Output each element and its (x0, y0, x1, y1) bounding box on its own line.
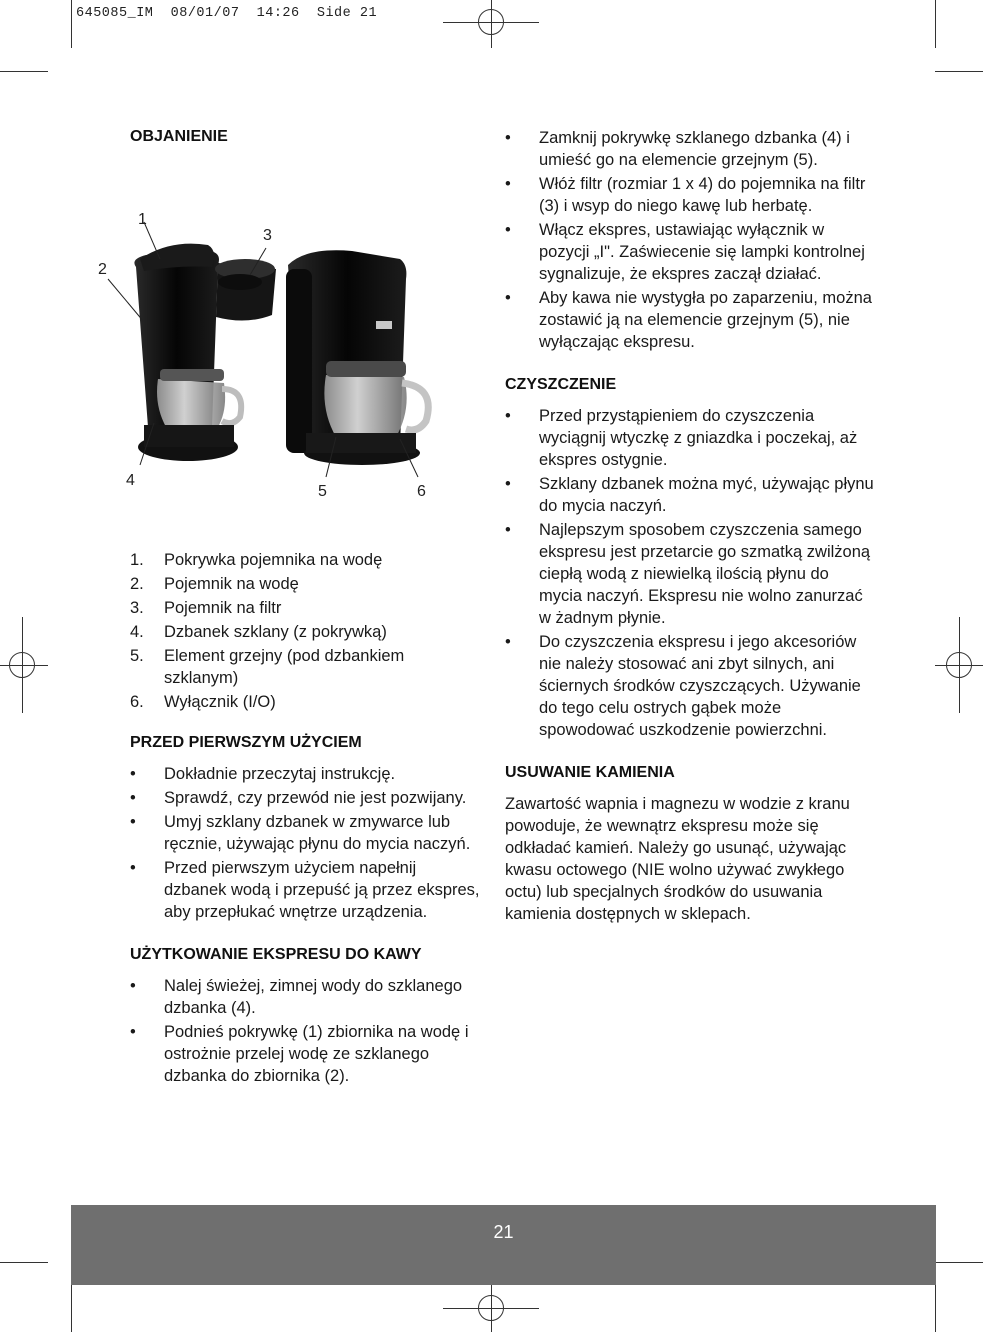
callout-4: 4 (126, 472, 135, 489)
list-item: • Sprawdź, czy przewód nie jest pozwijany. (130, 789, 467, 807)
crop-mark (935, 1284, 936, 1332)
usage-list-part2 (505, 127, 875, 353)
list-item: • Nalej świeżej, zimnej wody do szklanego dzbanka (4). (130, 977, 463, 1017)
parts-list-item: 4. Dzbanek szklany (z pokrywką) (130, 623, 387, 641)
list-item: • Zamknij pokrywkę szklanego dzbanka (4) i umieść go na elemencie grzejnym (5). (505, 129, 850, 169)
list-item: • Umyj szklany dzbanek w zmywarce lub ręcznie, używając płynu do mycia naczyń. (130, 813, 471, 853)
crop-mark (935, 0, 936, 48)
list-item: • Włącz ekspres, ustawiając wyłącznik w pozycji „I". Zaświecenie się lampki kontrolnej sygnalizuje, że ekspres zaczął działać. (505, 221, 865, 283)
cleaning-list (505, 405, 875, 741)
callout-2: 2 (98, 261, 107, 278)
section-heading-cleaning: CZYSZCZENIE (505, 376, 617, 393)
right-column (505, 127, 875, 925)
crop-mark (0, 1262, 48, 1263)
list-item: • Aby kawa nie wystygła po zaparzeniu, można zostawić ją na elemencie grzejnym (5), nie wyłączając ekspresu. (505, 289, 872, 351)
parts-list (130, 549, 480, 713)
footer-band (71, 1205, 936, 1285)
print-header: 645085_IM 08/01/07 14:26 Side 21 (76, 6, 378, 21)
list-item: • Szklany dzbanek można myć, używając płynu do mycia naczyń. (505, 475, 874, 515)
list-item: • Włóż filtr (rozmiar 1 x 4) do pojemnika na filtr (3) i wsyp do niego kawę lub herbatę. (505, 175, 866, 215)
parts-list-item: 1. Pokrywka pojemnika na wodę (130, 551, 383, 569)
registration-mark (9, 652, 35, 678)
list-item: • Podnieś pokrywkę (1) zbiornika na wodę i ostrożnie przelej wodę ze szklanego dzbanka do zbiornika (2). (130, 1023, 469, 1085)
section-heading-explanation: OBJANIENIE (130, 128, 228, 145)
crop-mark (71, 1284, 72, 1332)
section-heading-usage: UŻYTKOWANIE EKSPRESU DO KAWY (130, 946, 422, 963)
crop-mark (71, 0, 72, 48)
left-column (98, 127, 480, 1089)
list-item: • Przed pierwszym użyciem napełnij dzbanek wodą i przepuść ją przez ekspres, aby przepłukać wnętrze urządzenia. (130, 859, 480, 921)
parts-list-item: 6. Wyłącznik (I/O) (130, 693, 276, 711)
callout-3: 3 (263, 227, 272, 244)
callout-6: 6 (417, 483, 426, 500)
parts-list-item: 5. Element grzejny (pod dzbankiem szklanym) (130, 647, 405, 687)
callout-5: 5 (318, 483, 327, 500)
list-item: • Najlepszym sposobem czyszczenia samego ekspresu jest przetarcie go szmatką zwilżoną ciepłą wodą z niewielką ilością płynu do mycia naczyń. Ekspresu nie wolno zanurzać w żadnym płynie. (505, 521, 871, 627)
descaling-paragraph: Zawartość wapnia i magnezu w wodzie z kranu powoduje, że wewnątrz ekspresu może się odkładać kamień. Należy go usunąć, używając kwasu octowego (NIE wolno używać zwykłego octu) lub specjalnych środków do usuwania kamienia dostępnych w sklepach. (505, 795, 850, 923)
coffee-maker-drawing (100, 147, 460, 507)
registration-mark (478, 9, 504, 35)
parts-list-item: 3. Pojemnik na filtr (130, 599, 282, 617)
coffee-maker-illustration (100, 147, 460, 507)
before-first-use-list (130, 763, 480, 923)
parts-list-item: 2. Pojemnik na wodę (130, 575, 299, 593)
list-item: • Do czyszczenia ekspresu i jego akcesoriów nie należy stosować ani zbyt silnych, ani ściernych środków czyszczących. Używanie do tego celu ostrych gąbek może spowodować uszkodzenie powierzchni. (505, 633, 861, 739)
section-heading-before-first-use: PRZED PIERWSZYM UŻYCIEM (130, 734, 362, 751)
page-number: 21 (493, 1222, 514, 1242)
section-heading-descaling: USUWANIE KAMIENIA (505, 764, 675, 781)
registration-mark (478, 1295, 504, 1321)
list-item: • Przed przystąpieniem do czyszczenia wyciągnij wtyczkę z gniazdka i poczekaj, aż ekspres ostygnie. (505, 407, 858, 469)
usage-list-part1 (130, 975, 480, 1087)
registration-mark (946, 652, 972, 678)
list-item: • Dokładnie przeczytaj instrukcję. (130, 765, 396, 783)
crop-mark (935, 71, 983, 72)
callout-1: 1 (138, 211, 147, 228)
crop-mark (0, 71, 48, 72)
crop-mark (935, 1262, 983, 1263)
